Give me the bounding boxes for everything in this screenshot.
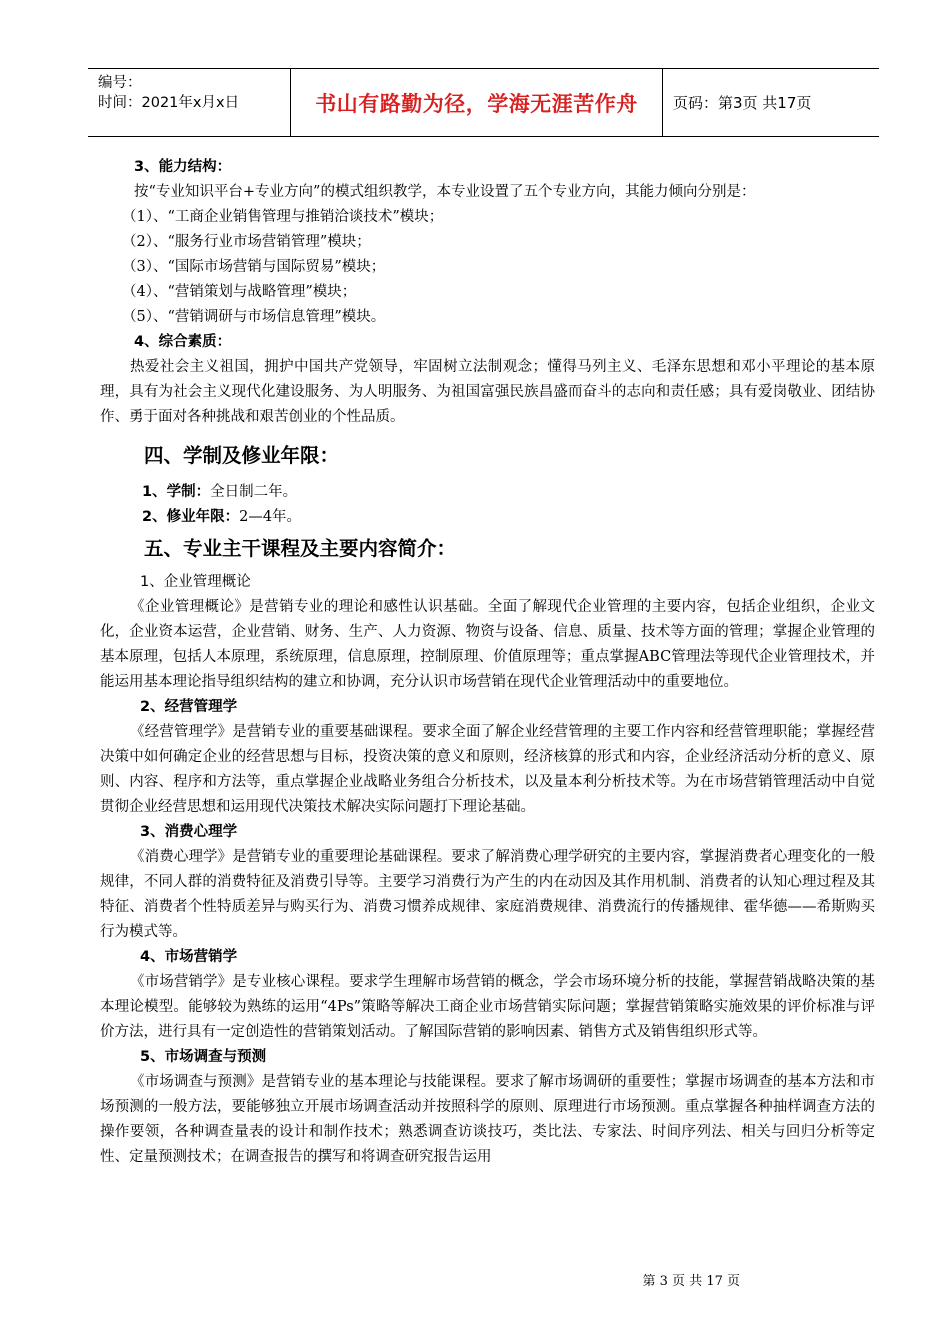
ability-item: （5）、“营销调研与市场信息管理”模块。	[122, 309, 386, 325]
header-time-label: 时间：2021年x月x日	[98, 95, 240, 111]
course-paragraph: 《消费心理学》是营销专业的重要理论基础课程。要求了解消费心理学研究的主要内容，掌握消费者心理变化的一般规律，不同人群的消费特征及消费引导等。主要学习消费行为产生的内在动因及其作用机制、消费者的认知心理过程及其特征、消费者个性特质差异与购买行为、消费习惯养成规律、家庭消费规律、消费流行的传播规律、霍华德——希斯购买行为模式等。	[100, 849, 875, 940]
ability-item: （2）、“服务行业市场营销管理”模块；	[122, 234, 371, 250]
study-system-line	[100, 480, 875, 505]
header-meta	[88, 69, 291, 136]
study-years-label: 2、修业年限：	[142, 509, 240, 525]
study-years-value: 2—4年。	[239, 509, 302, 525]
study-years-line	[100, 505, 875, 530]
course-title: 4、市场营销学	[140, 949, 238, 965]
course-title: 3、消费心理学	[140, 824, 238, 840]
course-title: 2、经营管理学	[140, 699, 238, 715]
ability-item: （4）、“营销策划与战略管理”模块；	[122, 284, 357, 300]
ability-intro: 按“专业知识平台+专业方向”的模式组织教学，本专业设置了五个专业方向，其能力倾向分别是：	[134, 184, 756, 200]
document-body	[100, 155, 875, 1170]
course-paragraph: 《市场调查与预测》是营销专业的基本理论与技能课程。要求了解市场调研的重要性；掌握市场调查的基本方法和市场预测的一般方法，要能够独立开展市场调查活动并按照科学的原则、原理进行市场预测。重点掌握各种抽样调查方法的操作要领，各种调查量表的设计和制作技术；熟悉调查访谈技巧，类比法、专家法、时间序列法、相关与回归分析等定性、定量预测技术；在调查报告的撰写和将调查研究报告运用	[100, 1074, 875, 1165]
course-paragraph: 《市场营销学》是专业核心课程。要求学生理解市场营销的概念，学会市场环境分析的技能，掌握营销战略决策的基本理论模型。能够较为熟练的运用“4Ps”策略等解决工商企业市场营销实际问题；掌握营销策略实施效果的评价标准与评价方法，进行具有一定创造性的营销策划活动。了解国际营销的影响因素、销售方式及销售组织形式等。	[100, 974, 875, 1040]
ability-item: （3）、“国际市场营销与国际贸易”模块；	[122, 259, 386, 275]
ability-item: （1）、“工商企业销售管理与推销洽谈技术”模块；	[122, 209, 444, 225]
section-4-title: 四、学制及修业年限：	[144, 444, 340, 467]
course-title: 1、企业管理概论	[140, 574, 251, 590]
header-code-label: 编号：	[98, 75, 142, 91]
ability-heading: 3、能力结构：	[134, 159, 232, 175]
course-title: 5、市场调查与预测	[140, 1049, 267, 1065]
course-paragraph: 《经营管理学》是营销专业的重要基础课程。要求全面了解企业经营管理的主要工作内容和经营管理职能；掌握经营决策中如何确定企业的经营思想与目标，投资决策的意义和原则，经济核算的形式和内容，企业经济活动分析的意义、原则、内容、程序和方法等，重点掌握企业战略业务组合分析技术，以及量本利分析技术等。为在市场营销管理活动中自觉贯彻企业经营思想和运用现代决策技术解决实际问题打下理论基础。	[100, 724, 875, 815]
section-5-title: 五、专业主干课程及主要内容简介：	[144, 537, 457, 560]
page-header	[88, 68, 879, 137]
course-paragraph: 《企业管理概论》是营销专业的理论和感性认识基础。全面了解现代企业管理的主要内容，包括企业组织，企业文化，企业资本运营，企业营销、财务、生产、人力资源、物资与设备、信息、质量、技术等方面的管理；掌握企业管理的基本原理，包括人本原理，系统原理，信息原理，控制原理、价值原理等；重点掌握ABC管理法等现代企业管理技术，并能运用基本理论指导组织结构的建立和协调，充分认识市场营销在现代企业管理活动中的重要地位。	[100, 599, 875, 690]
study-system-value: 全日制二年。	[210, 484, 298, 500]
page-footer	[0, 1270, 950, 1289]
quality-heading: 4、综合素质：	[134, 334, 232, 350]
study-system-label: 1、学制：	[142, 484, 211, 500]
quality-paragraph: 热爱社会主义祖国，拥护中国共产党领导，牢固树立法制观念；懂得马列主义、毛泽东思想和邓小平理论的基本原理，具有为社会主义现代化建设服务、为人明服务、为祖国富强民族昌盛而奋斗的志向和责任感；具有爱岗敬业、团结协作、勇于面对各种挑战和艰苦创业的个性品质。	[100, 359, 875, 425]
header-page-info: 页码：第3页 共17页	[673, 94, 812, 112]
header-motto: 书山有路勤为径，学海无涯苦作舟	[291, 69, 663, 136]
footer-page-number: 第 3 页 共 17 页	[642, 1274, 740, 1289]
